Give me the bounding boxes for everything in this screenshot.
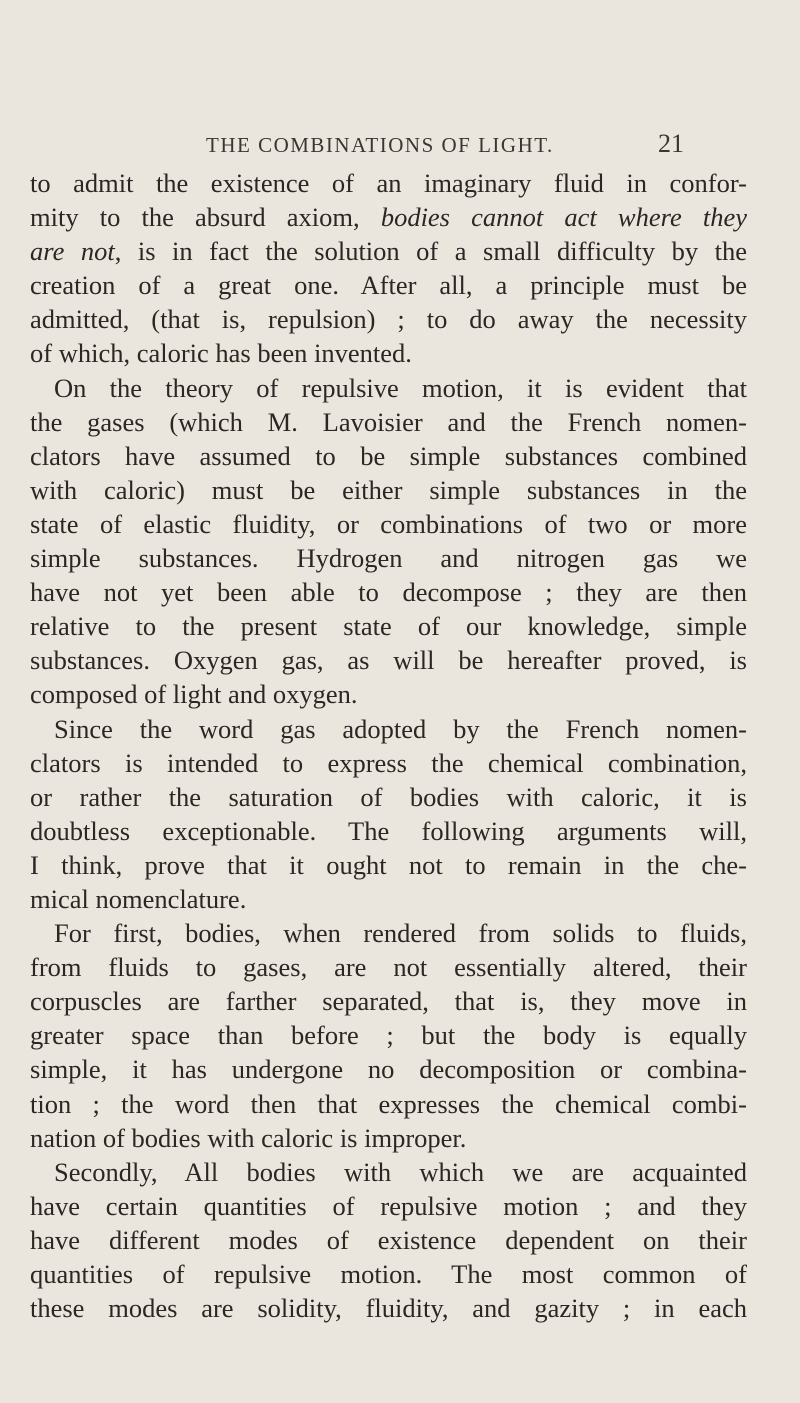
page-number: 21 (658, 129, 684, 158)
text-line: corpuscles are farther separated, that is, they move in (30, 986, 747, 1017)
running-head (206, 129, 684, 163)
text-line: the gases (which M. Lavoisier and the French nomen- (30, 406, 747, 437)
text-line: from fluids to gases, are not essentially altered, their (30, 952, 747, 983)
text-line: Since the word gas adopted by the French nomen- (54, 713, 747, 744)
text-line: have certain quantities of repulsive motion ; and they (30, 1190, 747, 1221)
text-line: For first, bodies, when rendered from solids to fluids, (54, 918, 747, 949)
text-line: or rather the saturation of bodies with caloric, it is (30, 781, 747, 812)
body-text (30, 166, 747, 1325)
text-line: creation of a great one. After all, a principle must be (30, 270, 747, 301)
text-line: admitted, (that is, repulsion) ; to do away the necessity (30, 304, 747, 335)
text-line: nation of bodies with caloric is improper. (30, 1122, 467, 1153)
text-line: substances. Oxygen gas, as will be hereafter proved, is (30, 645, 747, 676)
text-line: clators is intended to express the chemical combination, (30, 747, 747, 778)
text-line: simple, it has undergone no decomposition or combina- (30, 1054, 747, 1085)
running-title: THE COMBINATIONS OF LIGHT. (206, 133, 554, 157)
text-line: mical nomenclature. (30, 883, 247, 914)
text-line: On the theory of repulsive motion, it is evident that (54, 372, 747, 403)
text-line: quantities of repulsive motion. The most common of (30, 1259, 747, 1289)
text-line: tion ; the word then that expresses the chemical combi- (30, 1088, 747, 1119)
text-segment: mity to the absurd axiom, (30, 202, 381, 233)
italic-text: are not (30, 236, 115, 267)
text-line: relative to the present state of our knowledge, simple (30, 611, 747, 642)
text-line: state of elastic fluidity, or combinations of two or more (30, 508, 747, 539)
text-line: Secondly, All bodies with which we are acquainted (54, 1156, 747, 1187)
text-line: these modes are solidity, fluidity, and gazity ; in each (30, 1293, 747, 1324)
text-segment: , is in fact the solution of a small difficulty by the (114, 236, 747, 267)
text-line: composed of light and oxygen. (30, 679, 358, 710)
text-line: clators have assumed to be simple substances combined (30, 440, 747, 471)
text-line: doubtless exceptionable. The following arguments will, (30, 815, 747, 846)
text-line (30, 200, 747, 234)
text-line: with caloric) must be either simple substances in the (30, 474, 747, 505)
text-line: of which, caloric has been invented. (30, 338, 412, 369)
text-line: have different modes of existence dependent on their (30, 1224, 747, 1255)
text-line: simple substances. Hydrogen and nitrogen gas we (30, 543, 747, 574)
text-line: greater space than before ; but the body is equally (30, 1020, 747, 1051)
text-line: have not yet been able to decompose ; they are then (30, 577, 747, 608)
text-line: I think, prove that it ought not to remain in the che- (30, 849, 747, 880)
italic-text: bodies cannot act where they (380, 202, 747, 233)
text-line (30, 234, 747, 268)
text-line: to admit the existence of an imaginary fluid in confor- (30, 168, 747, 198)
